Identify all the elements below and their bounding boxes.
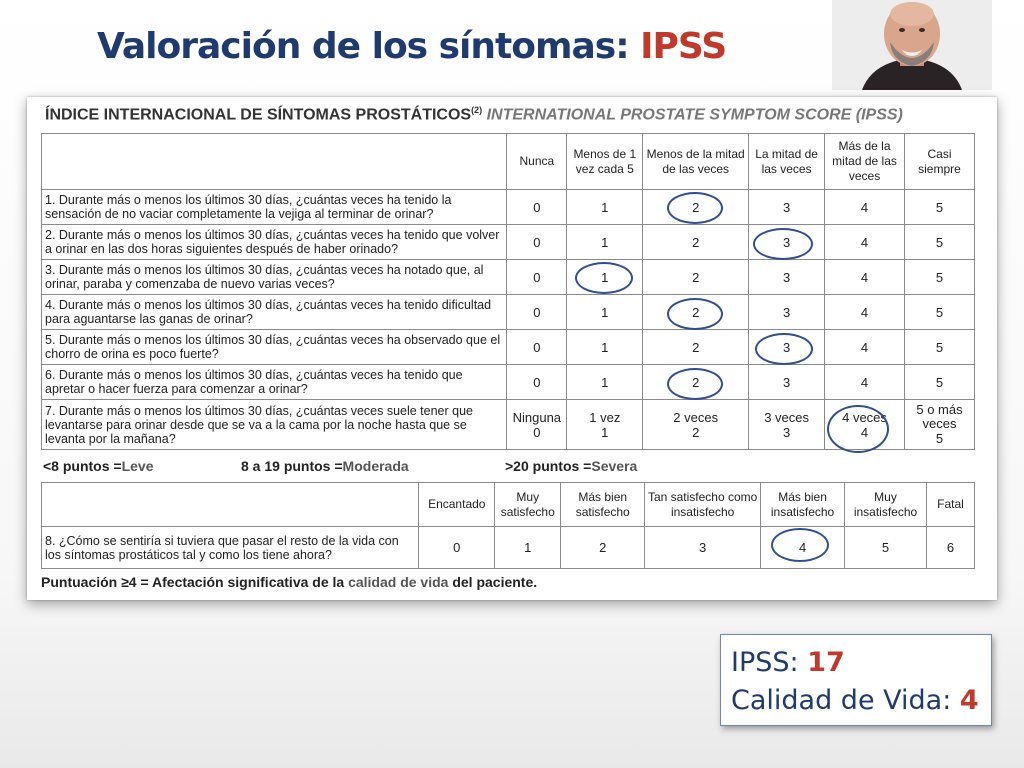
ipss-form-sheet	[27, 97, 997, 600]
answer-cell[interactable]: 2	[643, 225, 749, 260]
answer-cell[interactable]: 0	[507, 295, 567, 330]
symptoms-table	[41, 133, 975, 450]
answer-cell[interactable]: 5	[904, 190, 974, 225]
option-value: 0	[533, 424, 541, 440]
answer-cell[interactable]: 1	[567, 330, 643, 365]
answer-cell[interactable]: 2	[643, 190, 749, 225]
option-value: 1	[601, 424, 609, 440]
legend-sev-pts: >20 puntos =	[505, 458, 592, 474]
form-header	[45, 105, 903, 124]
answer-cell[interactable]: 5	[904, 365, 974, 400]
answer-cell[interactable]: 4	[761, 527, 845, 569]
answer-cell[interactable]: 0	[507, 330, 567, 365]
answer-cell[interactable]: 5	[904, 295, 974, 330]
legend-severa	[505, 458, 637, 474]
answer-cell[interactable]: 3	[749, 225, 825, 260]
answer-cell[interactable]: 2	[643, 330, 749, 365]
option-label: 4 veces	[842, 409, 887, 425]
answer-cell[interactable]: 0	[507, 365, 567, 400]
option-value: 5	[935, 431, 944, 446]
qol-score-line	[731, 685, 979, 716]
legend-leve	[43, 458, 241, 474]
answer-cell[interactable]: 2	[643, 295, 749, 330]
ipss-score-line	[731, 647, 845, 678]
header-blank	[42, 134, 507, 190]
legend-moderada	[241, 458, 505, 474]
legend-leve-label: Leve	[121, 458, 154, 474]
question-row-5	[42, 330, 975, 365]
qol-footer-note	[41, 574, 537, 590]
answer-cell[interactable]: 1	[567, 260, 643, 295]
answer-cell[interactable]: 1	[567, 225, 643, 260]
score-summary-box	[720, 634, 992, 726]
question-text: 7. Durante más o menos los últimos 30 días, ¿cuántas veces suele tener que levantarse para orinar desde que se va a la cama por la noche hasta que se levanta por la mañana?	[42, 400, 507, 450]
answer-cell[interactable]: 1	[567, 190, 643, 225]
col-header-muy-insatisfecho: Muy insatisfecho	[845, 483, 927, 527]
question-row-3	[42, 260, 975, 295]
answer-cell[interactable]: 0	[507, 190, 567, 225]
question-text: 8. ¿Cómo se sentiría si tuviera que pasar el resto de la vida con los síntomas prostáticos tal y como los tiene ahora?	[42, 527, 419, 569]
answer-cell[interactable]: 0	[507, 225, 567, 260]
col-header-mas-mitad: Más de la mitad de las veces	[825, 134, 905, 190]
form-header-sup: (2)	[471, 105, 483, 115]
answer-cell[interactable]: 3	[749, 330, 825, 365]
footer-part-c: del paciente.	[448, 574, 538, 590]
qol-label: Calidad de Vida:	[731, 685, 960, 716]
answer-cell[interactable]: 5	[904, 330, 974, 365]
question-row-7	[42, 400, 975, 450]
answer-cell[interactable]: 2	[643, 260, 749, 295]
answer-cell[interactable]: 3	[749, 365, 825, 400]
answer-cell[interactable]: 3	[749, 190, 825, 225]
option-label: 2 veces	[673, 409, 719, 425]
slide-title-accent: IPSS	[640, 26, 727, 67]
answer-cell[interactable]: 3	[749, 260, 825, 295]
answer-cell[interactable]: 5	[904, 225, 974, 260]
answer-cell[interactable]: 4	[825, 365, 905, 400]
severity-legend	[43, 458, 637, 474]
legend-sev-label: Severa	[591, 458, 638, 474]
answer-cell[interactable]: 3	[749, 295, 825, 330]
answer-cell[interactable]: 2	[561, 527, 645, 569]
question-text: 3. Durante más o menos los últimos 30 días, ¿cuántas veces ha notado que, al orinar, paraba y comenzaba de nuevo varias veces?	[42, 260, 507, 295]
col-header-fatal: Fatal	[927, 483, 975, 527]
question-row-1	[42, 190, 975, 225]
answer-cell[interactable]	[567, 400, 643, 450]
answer-cell[interactable]	[749, 400, 825, 450]
answer-cell[interactable]	[643, 400, 749, 450]
question-text: 2. Durante más o menos los últimos 30 días, ¿cuántas veces ha tenido que volver a orinar en las dos horas siguientes después de haber orinado?	[42, 225, 507, 260]
col-header-tan-satisfecho: Tan satisfecho como insatisfecho	[645, 483, 761, 527]
question-text: 4. Durante más o menos los últimos 30 días, ¿cuántas veces ha tenido dificultad para aguantarse las ganas de orinar?	[42, 295, 507, 330]
col-header-encantado: Encantado	[419, 483, 495, 527]
answer-cell[interactable]: 0	[507, 260, 567, 295]
answer-cell[interactable]: 4	[825, 330, 905, 365]
col-header-menos-1-vez: Menos de 1 vez cada 5	[567, 134, 643, 190]
form-header-es: ÍNDICE INTERNACIONAL DE SÍNTOMAS PROSTÁTICOS	[45, 106, 472, 124]
form-header-en: INTERNATIONAL PROSTATE SYMPTOM SCORE (IPSS)	[486, 106, 903, 124]
option-value: 4	[860, 424, 869, 440]
ipss-label: IPSS:	[731, 647, 808, 678]
legend-mod-label: Moderada	[342, 458, 409, 474]
qol-value: 4	[959, 685, 979, 716]
slide-title	[97, 26, 726, 67]
question-text: 1. Durante más o menos los últimos 30 días, ¿cuántas veces ha tenido la sensación de no vaciar completamente la vejiga al terminar de orinar?	[42, 190, 507, 225]
answer-cell[interactable]: 3	[645, 527, 761, 569]
answer-cell[interactable]: 4	[825, 225, 905, 260]
answer-cell[interactable]: 6	[927, 527, 975, 569]
presenter-photo	[832, 0, 992, 90]
question-row-8	[42, 527, 975, 569]
symptoms-header-row	[42, 134, 975, 190]
answer-cell[interactable]: 1	[495, 527, 561, 569]
option-value: 2	[692, 424, 700, 440]
answer-cell[interactable]: 5	[845, 527, 927, 569]
answer-cell[interactable]	[507, 400, 567, 450]
slide-title-main: Valoración de los síntomas:	[97, 26, 641, 67]
col-header-mas-bien-satisfecho: Más bien satisfecho	[561, 483, 645, 527]
footer-part-b: calidad de vida	[348, 574, 449, 590]
question-row-2	[42, 225, 975, 260]
header-blank	[42, 483, 419, 527]
answer-cell[interactable]: 5	[904, 260, 974, 295]
person-portrait-image	[832, 0, 992, 90]
question-text: 5. Durante más o menos los últimos 30 días, ¿cuántas veces ha observado que el chorro de orina es poco fuerte?	[42, 330, 507, 365]
option-label: Ninguna	[512, 409, 562, 425]
col-header-nunca: Nunca	[507, 134, 567, 190]
question-row-6	[42, 365, 975, 400]
answer-cell[interactable]: 4	[825, 190, 905, 225]
answer-cell[interactable]: 4	[825, 295, 905, 330]
qol-header-row	[42, 483, 975, 527]
answer-cell[interactable]: 4	[825, 260, 905, 295]
footer-part-a: Puntuación ≥4 = Afectación significativa de la	[41, 574, 349, 590]
col-header-menos-mitad: Menos de la mitad de las veces	[643, 134, 749, 190]
col-header-mitad: La mitad de las veces	[749, 134, 825, 190]
answer-cell[interactable]: 1	[567, 295, 643, 330]
question-text: 6. Durante más o menos los últimos 30 días, ¿cuántas veces ha tenido que apretar o hacer fuerza para comenzar a orinar?	[42, 365, 507, 400]
option-label: 3 veces	[764, 409, 809, 425]
answer-cell[interactable]	[904, 400, 974, 450]
answer-cell[interactable]: 0	[419, 527, 495, 569]
col-header-casi-siempre: Casi siempre	[904, 134, 974, 190]
answer-cell[interactable]: 2	[643, 365, 749, 400]
option-value: 3	[782, 424, 791, 440]
option-label: 1 vez	[589, 409, 621, 425]
quality-of-life-table	[41, 482, 975, 569]
question-row-4	[42, 295, 975, 330]
answer-cell[interactable]	[825, 400, 905, 450]
option-label: 5 o más veces	[916, 402, 963, 431]
col-header-mas-bien-insatisfecho: Más bien insatisfecho	[761, 483, 845, 527]
ipss-value: 17	[807, 647, 845, 678]
col-header-muy-satisfecho: Muy satisfecho	[495, 483, 561, 527]
answer-cell[interactable]: 1	[567, 365, 643, 400]
legend-leve-pts: <8 puntos =	[43, 458, 122, 474]
legend-mod-pts: 8 a 19 puntos =	[241, 458, 343, 474]
